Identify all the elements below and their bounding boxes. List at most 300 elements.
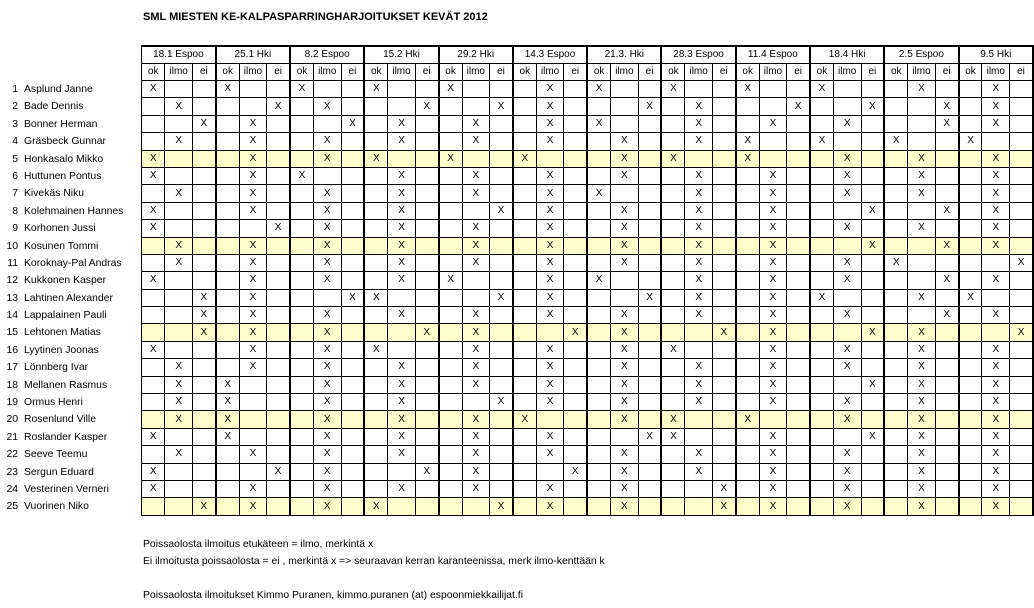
attendance-cell	[736, 98, 759, 115]
table-row	[142, 359, 1034, 376]
attendance-cell: X	[685, 394, 713, 411]
attendance-cell	[290, 428, 313, 445]
attendance-cell	[935, 428, 958, 445]
attendance-cell	[564, 341, 587, 358]
attendance-cell	[787, 237, 810, 254]
attendance-cell	[861, 115, 884, 132]
attendance-cell: X	[736, 150, 759, 167]
attendance-cell	[192, 463, 215, 480]
attendance-cell	[490, 446, 513, 463]
attendance-cell: X	[833, 254, 861, 271]
attendance-cell: X	[364, 150, 387, 167]
attendance-cell	[364, 324, 387, 341]
attendance-cell	[959, 480, 982, 497]
fencer-name: Lahtinen Alexander	[24, 292, 113, 304]
attendance-cell: X	[142, 220, 165, 237]
attendance-cell	[364, 220, 387, 237]
row-number: 25	[6, 501, 18, 513]
attendance-cell	[239, 81, 267, 98]
attendance-cell	[638, 411, 661, 428]
attendance-cell	[661, 237, 684, 254]
attendance-cell: X	[759, 480, 787, 497]
attendance-cell	[661, 324, 684, 341]
attendance-cell	[341, 254, 364, 271]
attendance-cell	[267, 237, 290, 254]
attendance-cell	[935, 324, 958, 341]
attendance-cell	[884, 341, 907, 358]
attendance-cell: X	[165, 376, 193, 393]
attendance-cell: X	[908, 150, 936, 167]
attendance-cell	[736, 272, 759, 289]
attendance-cell	[439, 307, 462, 324]
attendance-cell: X	[290, 167, 313, 184]
attendance-cell	[787, 498, 810, 515]
attendance-cell	[959, 98, 982, 115]
attendance-cell: X	[787, 98, 810, 115]
attendance-cell: X	[239, 324, 267, 341]
attendance-cell	[787, 272, 810, 289]
attendance-cell	[439, 359, 462, 376]
attendance-cell	[935, 411, 958, 428]
attendance-cell	[267, 150, 290, 167]
fencer-name: Lappalainen Pauli	[24, 310, 107, 322]
attendance-cell	[935, 463, 958, 480]
attendance-cell	[165, 202, 193, 219]
attendance-cell	[192, 254, 215, 271]
attendance-cell: X	[388, 446, 416, 463]
status-header-ei: ei	[861, 64, 884, 81]
attendance-cell: X	[611, 463, 639, 480]
attendance-cell: X	[908, 394, 936, 411]
fencer-name: Ormus Henri	[24, 397, 83, 409]
attendance-cell	[267, 394, 290, 411]
status-header-ei: ei	[192, 64, 215, 81]
attendance-cell	[611, 115, 639, 132]
table-row	[142, 115, 1034, 132]
attendance-cell	[959, 272, 982, 289]
attendance-cell: X	[611, 307, 639, 324]
attendance-cell: X	[388, 428, 416, 445]
status-header-ei: ei	[638, 64, 661, 81]
attendance-cell: X	[908, 185, 936, 202]
attendance-cell	[638, 237, 661, 254]
attendance-cell	[439, 341, 462, 358]
attendance-cell	[536, 150, 564, 167]
attendance-cell: X	[861, 202, 884, 219]
attendance-cell	[192, 150, 215, 167]
attendance-cell	[439, 115, 462, 132]
attendance-cell	[712, 359, 735, 376]
session-header: 25.1 Hki	[216, 46, 290, 64]
attendance-cell: X	[216, 428, 239, 445]
attendance-cell	[165, 167, 193, 184]
attendance-cell	[685, 150, 713, 167]
status-header-ei: ei	[415, 64, 438, 81]
fencer-name: Seeve Teemu	[24, 449, 88, 461]
attendance-cell	[415, 376, 438, 393]
attendance-cell: X	[536, 81, 564, 98]
attendance-cell	[564, 376, 587, 393]
attendance-cell	[267, 324, 290, 341]
attendance-cell	[1010, 376, 1033, 393]
attendance-cell: X	[611, 254, 639, 271]
fencer-name: Sergun Eduard	[24, 466, 94, 478]
attendance-cell: X	[462, 446, 490, 463]
attendance-cell: X	[165, 98, 193, 115]
attendance-cell: X	[736, 411, 759, 428]
attendance-cell	[810, 446, 833, 463]
attendance-cell	[267, 81, 290, 98]
attendance-cell	[959, 115, 982, 132]
attendance-cell	[1010, 272, 1033, 289]
attendance-cell: X	[536, 428, 564, 445]
attendance-cell	[685, 480, 713, 497]
attendance-cell	[415, 289, 438, 306]
attendance-cell: X	[239, 498, 267, 515]
attendance-cell: X	[364, 289, 387, 306]
attendance-cell: X	[611, 394, 639, 411]
attendance-cell: X	[759, 341, 787, 358]
attendance-cell	[759, 81, 787, 98]
table-row	[142, 341, 1034, 358]
attendance-cell	[192, 202, 215, 219]
fencer-name: Korhonen Jussi	[24, 223, 96, 235]
attendance-cell	[192, 272, 215, 289]
attendance-cell	[192, 237, 215, 254]
attendance-cell	[439, 324, 462, 341]
attendance-cell	[587, 167, 610, 184]
attendance-table	[141, 45, 1034, 516]
row-number: 8	[12, 205, 18, 217]
attendance-cell: X	[959, 289, 982, 306]
attendance-cell	[267, 289, 290, 306]
attendance-cell	[564, 237, 587, 254]
attendance-cell	[513, 498, 536, 515]
attendance-cell: X	[388, 237, 416, 254]
fencer-name: Honkasalo Mikko	[24, 153, 104, 165]
attendance-cell: X	[313, 307, 341, 324]
attendance-cell	[1010, 341, 1033, 358]
attendance-cell	[661, 202, 684, 219]
attendance-cell	[239, 463, 267, 480]
attendance-cell	[388, 98, 416, 115]
attendance-cell: X	[833, 341, 861, 358]
table-row	[142, 411, 1034, 428]
attendance-cell	[165, 341, 193, 358]
attendance-cell: X	[462, 185, 490, 202]
attendance-cell: X	[216, 376, 239, 393]
attendance-cell: X	[908, 324, 936, 341]
attendance-cell	[736, 376, 759, 393]
fencer-name: Rosenlund Ville	[24, 414, 97, 426]
attendance-cell: X	[462, 480, 490, 497]
attendance-cell: X	[833, 480, 861, 497]
attendance-cell: X	[759, 202, 787, 219]
attendance-cell	[341, 220, 364, 237]
row-number: 14	[6, 310, 18, 322]
attendance-cell	[290, 446, 313, 463]
attendance-cell	[415, 341, 438, 358]
attendance-cell: X	[192, 115, 215, 132]
attendance-cell	[513, 220, 536, 237]
attendance-cell	[908, 133, 936, 150]
attendance-cell	[564, 98, 587, 115]
table-row	[142, 307, 1034, 324]
attendance-cell	[142, 498, 165, 515]
attendance-cell	[513, 289, 536, 306]
attendance-cell	[290, 341, 313, 358]
attendance-cell	[490, 81, 513, 98]
attendance-cell: X	[982, 220, 1010, 237]
attendance-cell: X	[982, 167, 1010, 184]
attendance-cell: X	[638, 289, 661, 306]
attendance-cell	[142, 324, 165, 341]
row-number: 15	[6, 327, 18, 339]
table-row	[142, 376, 1034, 393]
attendance-cell: X	[661, 81, 684, 98]
attendance-cell	[884, 115, 907, 132]
attendance-cell	[810, 307, 833, 324]
attendance-cell	[736, 480, 759, 497]
attendance-cell	[685, 324, 713, 341]
attendance-cell: X	[462, 133, 490, 150]
attendance-cell	[935, 376, 958, 393]
legend-not-notified: Ei ilmoitusta poissaolosta = ei , merkintä x => seuraavan kerran karanteenissa, merk ilmo-kenttään k	[143, 556, 605, 567]
row-number: 10	[6, 240, 18, 252]
attendance-cell	[587, 341, 610, 358]
attendance-cell: X	[884, 254, 907, 271]
attendance-cell	[267, 428, 290, 445]
row-number-column	[0, 81, 22, 516]
attendance-cell: X	[142, 167, 165, 184]
attendance-cell	[959, 237, 982, 254]
attendance-cell	[216, 115, 239, 132]
row-number: 2	[12, 101, 18, 113]
attendance-cell	[490, 220, 513, 237]
attendance-cell	[216, 167, 239, 184]
attendance-cell	[1010, 307, 1033, 324]
attendance-cell	[142, 185, 165, 202]
attendance-cell: X	[388, 307, 416, 324]
status-header-ok: ok	[661, 64, 684, 81]
attendance-cell	[736, 446, 759, 463]
attendance-cell: X	[490, 394, 513, 411]
attendance-cell: X	[462, 167, 490, 184]
attendance-cell: X	[982, 237, 1010, 254]
attendance-cell: X	[982, 98, 1010, 115]
attendance-cell	[959, 254, 982, 271]
attendance-cell: X	[935, 98, 958, 115]
status-header-ok: ok	[884, 64, 907, 81]
attendance-cell	[833, 133, 861, 150]
attendance-cell	[415, 237, 438, 254]
attendance-cell	[587, 463, 610, 480]
attendance-cell: X	[239, 359, 267, 376]
attendance-cell	[736, 498, 759, 515]
status-header-ei: ei	[935, 64, 958, 81]
status-header-ok: ok	[439, 64, 462, 81]
table-row	[142, 254, 1034, 271]
attendance-cell	[935, 150, 958, 167]
attendance-cell	[638, 202, 661, 219]
attendance-cell	[833, 237, 861, 254]
attendance-cell: X	[142, 202, 165, 219]
attendance-cell: X	[908, 376, 936, 393]
attendance-cell	[564, 411, 587, 428]
attendance-cell	[1010, 220, 1033, 237]
session-header: 14.3 Espoo	[513, 46, 587, 64]
attendance-cell: X	[388, 411, 416, 428]
attendance-cell	[959, 220, 982, 237]
table-row	[142, 498, 1034, 515]
attendance-cell	[787, 394, 810, 411]
attendance-cell: X	[239, 133, 267, 150]
attendance-cell: X	[415, 463, 438, 480]
attendance-cell	[638, 150, 661, 167]
attendance-cell	[884, 237, 907, 254]
attendance-cell	[290, 480, 313, 497]
attendance-cell	[833, 428, 861, 445]
attendance-cell	[364, 133, 387, 150]
attendance-cell	[908, 115, 936, 132]
table-row	[142, 289, 1034, 306]
attendance-cell	[787, 167, 810, 184]
attendance-cell	[239, 98, 267, 115]
status-header-ei: ei	[564, 64, 587, 81]
attendance-cell: X	[267, 463, 290, 480]
attendance-cell	[564, 167, 587, 184]
attendance-cell	[810, 376, 833, 393]
session-header: 18.1 Espoo	[142, 46, 216, 64]
attendance-cell	[415, 394, 438, 411]
attendance-cell	[935, 359, 958, 376]
attendance-cell: X	[536, 185, 564, 202]
fencer-name: Lönnberg Ivar	[24, 362, 89, 374]
session-header: 11.4 Espoo	[736, 46, 810, 64]
attendance-cell	[192, 480, 215, 497]
attendance-cell: X	[267, 98, 290, 115]
attendance-cell	[564, 359, 587, 376]
attendance-cell	[712, 81, 735, 98]
attendance-cell: X	[611, 202, 639, 219]
attendance-cell	[712, 185, 735, 202]
attendance-cell	[439, 289, 462, 306]
table-row	[142, 220, 1034, 237]
attendance-cell	[810, 394, 833, 411]
attendance-cell	[142, 411, 165, 428]
status-header-ilmo: ilmo	[908, 64, 936, 81]
attendance-cell: X	[685, 167, 713, 184]
attendance-cell	[833, 98, 861, 115]
attendance-cell	[536, 411, 564, 428]
attendance-cell	[192, 359, 215, 376]
fencer-name: Mellanen Rasmus	[24, 379, 108, 391]
attendance-cell	[513, 237, 536, 254]
attendance-cell	[787, 81, 810, 98]
row-number: 18	[6, 379, 18, 391]
attendance-cell	[536, 324, 564, 341]
attendance-cell: X	[313, 394, 341, 411]
attendance-cell	[462, 289, 490, 306]
table-row	[142, 428, 1034, 445]
attendance-cell: X	[908, 81, 936, 98]
attendance-cell: X	[462, 237, 490, 254]
attendance-cell: X	[388, 220, 416, 237]
attendance-cell	[415, 167, 438, 184]
attendance-cell: X	[861, 376, 884, 393]
attendance-cell: X	[935, 115, 958, 132]
attendance-cell: X	[884, 133, 907, 150]
attendance-cell	[908, 202, 936, 219]
attendance-cell	[712, 167, 735, 184]
attendance-cell: X	[661, 411, 684, 428]
row-number: 17	[6, 362, 18, 374]
attendance-cell	[908, 307, 936, 324]
attendance-cell	[587, 202, 610, 219]
attendance-cell	[661, 254, 684, 271]
attendance-cell	[810, 254, 833, 271]
attendance-cell	[239, 394, 267, 411]
attendance-cell: X	[142, 480, 165, 497]
attendance-cell	[712, 115, 735, 132]
attendance-cell: X	[1010, 254, 1033, 271]
attendance-cell	[513, 272, 536, 289]
fencer-name: Roslander Kasper	[24, 431, 108, 443]
attendance-cell	[661, 220, 684, 237]
attendance-cell	[935, 394, 958, 411]
row-number: 21	[6, 431, 18, 443]
attendance-cell	[513, 254, 536, 271]
attendance-cell	[787, 376, 810, 393]
attendance-cell: X	[564, 324, 587, 341]
attendance-cell: X	[313, 150, 341, 167]
attendance-cell: X	[313, 480, 341, 497]
attendance-cell	[638, 376, 661, 393]
attendance-cell: X	[611, 480, 639, 497]
attendance-cell	[1010, 498, 1033, 515]
attendance-cell	[908, 272, 936, 289]
attendance-cell	[439, 133, 462, 150]
attendance-cell	[364, 480, 387, 497]
attendance-cell	[587, 237, 610, 254]
attendance-cell	[415, 411, 438, 428]
attendance-cell: X	[536, 202, 564, 219]
status-header-ok: ok	[216, 64, 239, 81]
attendance-cell: X	[313, 202, 341, 219]
attendance-cell: X	[536, 133, 564, 150]
attendance-cell	[490, 376, 513, 393]
attendance-cell	[712, 220, 735, 237]
attendance-cell	[290, 394, 313, 411]
fencer-name: Lehtonen Matias	[24, 327, 101, 339]
attendance-cell	[736, 324, 759, 341]
attendance-cell	[833, 289, 861, 306]
attendance-cell	[490, 324, 513, 341]
attendance-cell	[165, 463, 193, 480]
attendance-cell	[712, 98, 735, 115]
attendance-cell	[267, 498, 290, 515]
attendance-cell: X	[536, 272, 564, 289]
attendance-cell	[216, 324, 239, 341]
attendance-cell: X	[833, 150, 861, 167]
attendance-cell	[415, 202, 438, 219]
attendance-cell: X	[611, 237, 639, 254]
attendance-cell	[638, 463, 661, 480]
attendance-cell: X	[982, 359, 1010, 376]
fencer-name: Gräsbeck Gunnar	[24, 136, 107, 148]
attendance-cell: X	[364, 81, 387, 98]
attendance-cell: X	[490, 289, 513, 306]
